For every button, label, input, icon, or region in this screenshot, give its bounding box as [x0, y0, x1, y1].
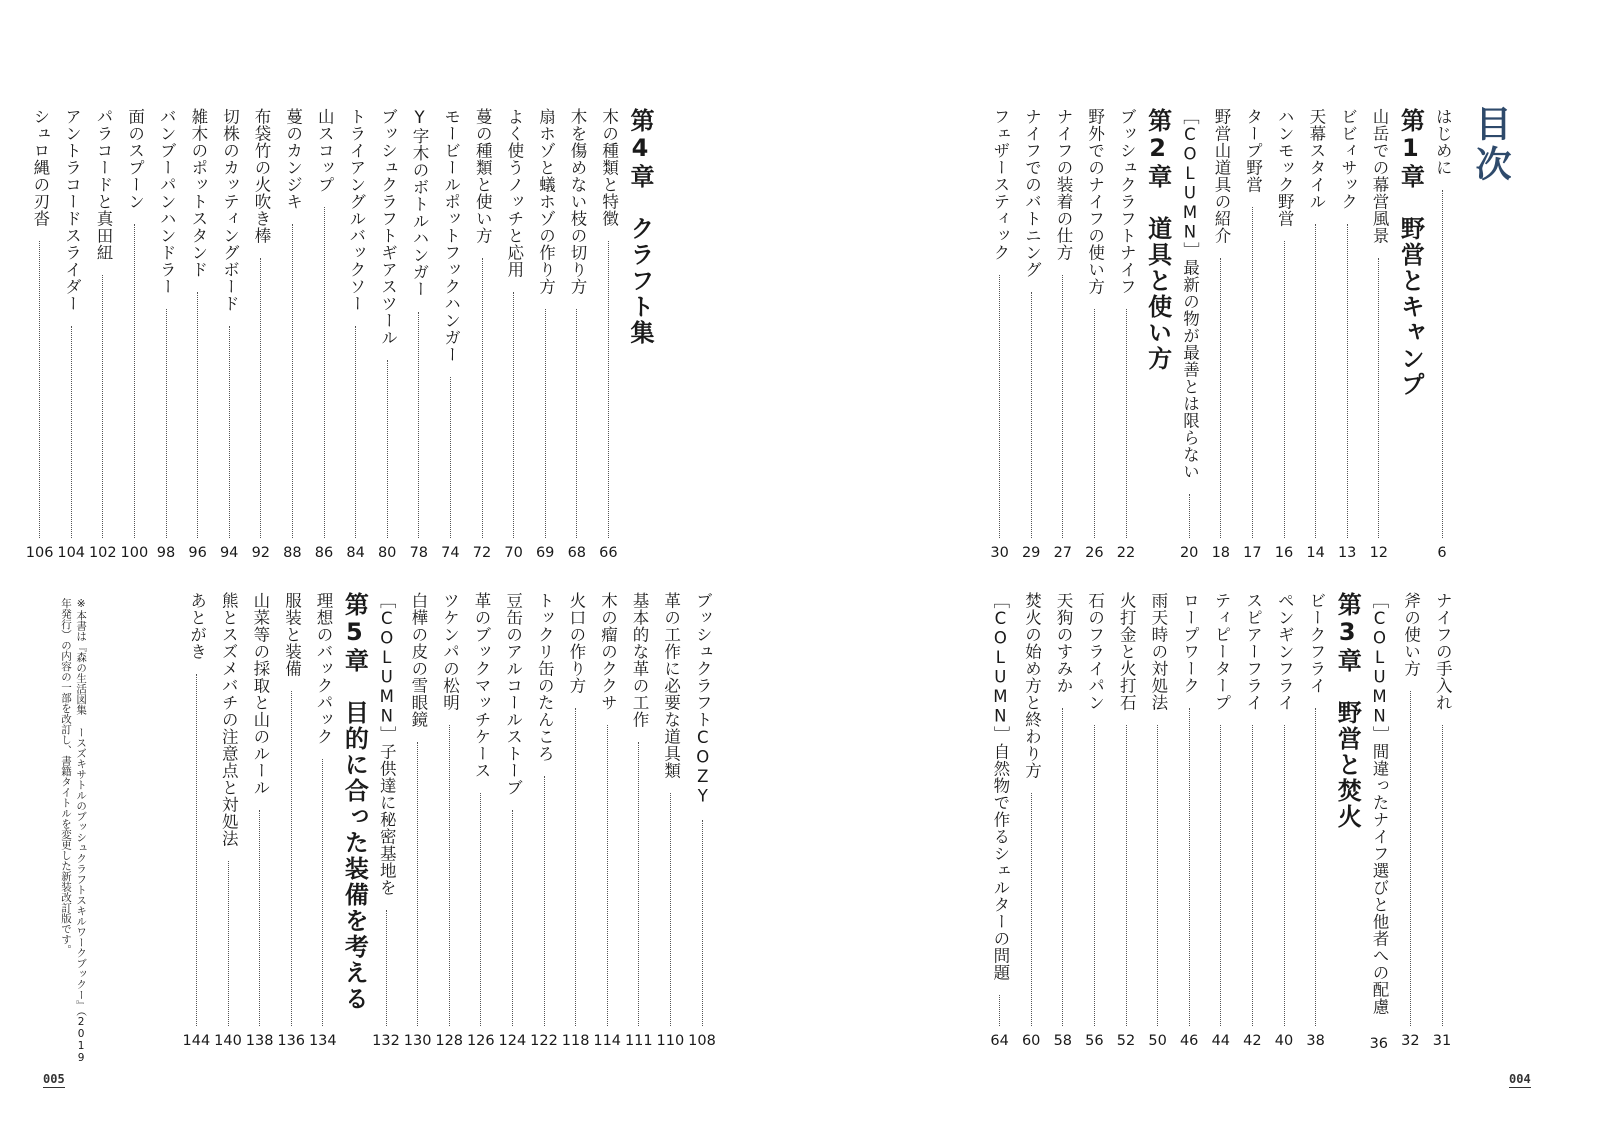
dot-leader — [1126, 309, 1127, 538]
dot-leader — [638, 742, 639, 1026]
toc-entry — [1238, 592, 1266, 1048]
dot-leader — [1094, 309, 1095, 538]
page-number: 106 — [25, 544, 54, 561]
entry-title: 蔓の種類と使い方 — [473, 108, 493, 244]
dot-leader — [513, 292, 514, 538]
entry-title: 熊とスズメバチの注意点と対処法 — [219, 592, 239, 847]
dot-leader — [670, 793, 671, 1026]
entry-title: パラコードと真田紐 — [94, 108, 114, 261]
entry-title: タープ野営 — [1243, 108, 1263, 193]
dot-leader — [544, 776, 545, 1026]
dot-leader — [449, 725, 450, 1026]
toc-entry — [89, 108, 117, 560]
toc-entry — [404, 592, 432, 1048]
toc-entry — [1175, 108, 1203, 560]
entry-title: ツケンパの松明 — [440, 592, 460, 711]
dot-leader — [1189, 708, 1190, 1026]
entry-title: 切株のカッティングボード — [220, 108, 240, 312]
toc-entry — [1270, 592, 1298, 1048]
dot-leader — [1031, 793, 1032, 1026]
toc-entry — [1112, 592, 1140, 1048]
toc-entry — [1017, 108, 1045, 560]
toc-entry — [1080, 108, 1108, 560]
page-number: 26 — [1085, 544, 1104, 561]
page-number: 74 — [441, 544, 460, 561]
dot-leader — [1284, 725, 1285, 1026]
chapter-title: 第5章 目的に合った装備を考える — [340, 592, 369, 1012]
toc-entry — [373, 108, 401, 560]
dot-leader — [608, 241, 609, 538]
entry-title: 火打金と火打石 — [1117, 592, 1137, 711]
page-number: 29 — [1021, 544, 1041, 561]
page-number: 114 — [593, 1032, 622, 1049]
page-number: 60 — [1021, 1032, 1041, 1049]
entry-title: ブッシュクラフトナイフ — [1117, 108, 1137, 295]
toc-entry — [1049, 592, 1077, 1048]
dot-leader — [417, 742, 418, 1026]
footnote — [56, 598, 90, 1064]
entry-title: 雨天時の対処法 — [1148, 592, 1168, 711]
entry-title: 革の工作に必要な道具類 — [661, 592, 681, 779]
dot-leader — [480, 793, 481, 1026]
page-number: 70 — [504, 544, 523, 561]
entry-title: 布袋竹の火吹き棒 — [252, 108, 272, 244]
dot-leader — [291, 691, 292, 1026]
entry-title: 基本的な革の工作 — [630, 592, 650, 728]
entry-title: 木の瘤のククサ — [598, 592, 618, 711]
toc-entry — [688, 592, 716, 1048]
dot-leader — [228, 861, 229, 1026]
entry-title: 石のフライパン — [1085, 592, 1105, 711]
page-number: 64 — [990, 1032, 1009, 1049]
toc-entry — [214, 592, 242, 1048]
dot-leader — [607, 725, 608, 1026]
toc-entry — [1049, 108, 1077, 560]
toc-entry — [500, 108, 528, 560]
entry-title: はじめに — [1433, 108, 1453, 176]
page-number: 13 — [1337, 544, 1357, 561]
toc-entry — [468, 108, 496, 560]
chapter-title: 第2章 道具と使い方 — [1143, 108, 1172, 372]
page-number: 132 — [372, 1032, 400, 1049]
dot-leader — [197, 292, 198, 538]
entry-title: 理想のバックパック — [314, 592, 334, 745]
toc-entry — [310, 108, 338, 560]
entry-title: 天幕スタイル — [1306, 108, 1326, 210]
chapter-heading — [340, 592, 368, 1048]
toc-entry — [26, 108, 54, 560]
dot-leader — [1442, 725, 1443, 1026]
dot-leader — [1062, 275, 1063, 538]
dot-leader — [1284, 241, 1285, 538]
entry-title: トライアングルバックソー — [346, 108, 366, 312]
entry-title: 山岳での幕営風景 — [1370, 108, 1390, 244]
entry-title: あとがき — [187, 592, 207, 660]
dot-leader — [576, 309, 577, 538]
entry-title: 天狗のすみか — [1054, 592, 1074, 694]
entry-title: ブッシュクラフトギアスツール — [378, 108, 398, 346]
chapter-title: 第3章 野営と焚火 — [1333, 592, 1362, 830]
page-number: 12 — [1369, 544, 1389, 561]
page-number: 30 — [990, 544, 1009, 561]
dot-leader — [702, 820, 703, 1026]
toc-entry — [247, 108, 275, 560]
page-number: 31 — [1432, 1032, 1452, 1049]
dot-leader — [1315, 708, 1316, 1026]
page-number: 111 — [624, 1032, 653, 1049]
entry-title: ナイフでのバトニング — [1022, 108, 1042, 278]
dot-leader — [1378, 258, 1379, 538]
dot-leader — [999, 275, 1000, 538]
page-number: 108 — [688, 1032, 716, 1049]
entry-title: ペンギンフライ — [1275, 592, 1295, 711]
dot-leader — [102, 275, 103, 538]
toc-title — [1465, 105, 1515, 185]
entry-title: 扇ホゾと蟻ホゾの作り方 — [536, 108, 556, 295]
page-number: 118 — [561, 1032, 590, 1049]
chapter-title: 第1章 野営とキャンプ — [1396, 108, 1425, 398]
entry-title: ［COLUMN］子供達に秘密基地を — [377, 592, 397, 896]
entry-title: スピアーフライ — [1243, 592, 1263, 711]
page-number: 86 — [314, 544, 334, 561]
entry-title: ティピータープ — [1212, 592, 1232, 711]
toc-entry — [1365, 592, 1393, 1052]
dot-leader — [196, 674, 197, 1026]
entry-title: 火口の作り方 — [566, 592, 586, 694]
entry-title: 野営山道具の紹介 — [1212, 108, 1232, 244]
entry-title: ハンモック野営 — [1275, 108, 1295, 227]
dot-leader — [450, 377, 451, 538]
entry-title: 斧の使い方 — [1401, 592, 1421, 677]
toc-entry — [593, 592, 621, 1048]
toc-entry — [1175, 592, 1203, 1048]
page-number: 144 — [182, 1032, 211, 1049]
dot-leader — [322, 759, 323, 1026]
page-number: 88 — [283, 544, 302, 561]
page-number: 46 — [1179, 1032, 1199, 1049]
toc-entry — [152, 108, 180, 560]
page-number: 140 — [214, 1032, 242, 1049]
dot-leader — [292, 224, 293, 538]
page-number: 20 — [1179, 544, 1199, 561]
dot-leader — [387, 360, 388, 538]
page-number: 66 — [599, 544, 618, 561]
page-number: 22 — [1116, 544, 1136, 561]
page-number: 110 — [656, 1032, 685, 1049]
dot-leader — [39, 241, 40, 538]
toc-entry — [277, 592, 305, 1048]
toc-entry — [1017, 592, 1045, 1048]
page-number: 128 — [435, 1032, 464, 1049]
dot-leader — [259, 810, 260, 1026]
dot-leader — [1442, 190, 1443, 538]
dot-leader — [71, 326, 72, 538]
page-number: 56 — [1085, 1032, 1104, 1049]
toc-entry — [1238, 108, 1266, 560]
entry-title: 雑木のポットスタンド — [188, 108, 208, 278]
dot-leader — [134, 224, 135, 538]
entry-title: よく使うノッチと応用 — [504, 108, 524, 278]
footnote-line-2: 年発行）の内容の一部を改訂し、書籍タイトルを変更した新装改訂版です。 — [60, 598, 72, 955]
toc-entry — [467, 592, 495, 1048]
dot-leader — [482, 258, 483, 538]
page-number: 58 — [1053, 1032, 1073, 1049]
entry-title: ［COLUMN］最新の物が最善とは限らない — [1180, 108, 1200, 480]
entry-title: ロープワーク — [1180, 592, 1200, 694]
toc-entry — [563, 108, 591, 560]
folio-left-text: 005 — [43, 1072, 65, 1086]
page-number: 18 — [1211, 544, 1231, 561]
toc-entry — [1144, 592, 1172, 1048]
dot-leader — [1252, 725, 1253, 1026]
page-number: 52 — [1116, 1032, 1136, 1049]
entry-title: トックリ缶のたんころ — [535, 592, 555, 762]
toc-entry — [182, 592, 210, 1048]
page-number: 72 — [472, 544, 492, 561]
dot-leader — [1062, 708, 1063, 1026]
toc-entry — [656, 592, 684, 1048]
dot-leader — [229, 326, 230, 538]
page-number: 6 — [1437, 544, 1447, 561]
page-number: 104 — [57, 544, 86, 561]
dot-leader — [166, 309, 167, 538]
entry-title: 豆缶のアルコールストーブ — [503, 592, 523, 796]
toc-entry — [1112, 108, 1140, 560]
page-number: 126 — [466, 1032, 495, 1049]
dot-leader — [1220, 258, 1221, 538]
page-number: 122 — [530, 1032, 558, 1049]
page-number: 38 — [1306, 1032, 1325, 1049]
page-number: 44 — [1211, 1032, 1231, 1049]
page-number: 130 — [403, 1032, 432, 1049]
toc-entry — [1207, 592, 1235, 1048]
toc-entry — [1302, 592, 1330, 1048]
entry-title: 蔓のカンジキ — [283, 108, 303, 210]
chapter-heading — [626, 108, 654, 560]
page-number: 42 — [1243, 1032, 1262, 1049]
page-number: 84 — [346, 544, 365, 561]
toc-entry — [435, 592, 463, 1048]
dot-leader — [1252, 207, 1253, 538]
toc-entry — [530, 592, 558, 1048]
entry-title: Y字木のボトルハンガー — [410, 108, 430, 298]
dot-leader — [324, 207, 325, 538]
page-number: 16 — [1274, 544, 1294, 561]
toc-entry — [57, 108, 85, 560]
chapter-heading — [1333, 592, 1361, 1048]
dot-leader — [260, 258, 261, 538]
toc-entry — [1396, 592, 1424, 1048]
page-number: 92 — [251, 544, 271, 561]
entry-title: 革のブックマッチケース — [472, 592, 492, 779]
dot-leader — [418, 312, 419, 538]
toc-entry — [309, 592, 337, 1048]
dot-leader — [1410, 691, 1411, 1026]
entry-title: ［COLUMN］自然物で作るシェルターの問題 — [990, 592, 1010, 981]
entry-title: アントラコードスライダー — [62, 108, 82, 312]
folio-right — [1509, 1072, 1531, 1088]
entry-title: 木の種類と特徴 — [599, 108, 619, 227]
toc-entry — [184, 108, 212, 560]
toc-entry — [246, 592, 274, 1048]
entry-title: 服装と装備 — [282, 592, 302, 677]
page-number: 96 — [188, 544, 207, 561]
entry-title: フェザースティック — [990, 108, 1010, 261]
page-number: 138 — [245, 1032, 274, 1049]
entry-title: ナイフの手入れ — [1433, 592, 1453, 711]
toc-entry — [531, 108, 559, 560]
page-number: 27 — [1053, 544, 1073, 561]
entry-title: 野外でのナイフの使い方 — [1085, 108, 1105, 295]
toc-entry — [436, 108, 464, 560]
dot-leader — [1094, 725, 1095, 1026]
toc-entry — [1080, 592, 1108, 1048]
page-number: 68 — [567, 544, 587, 561]
toc-entry — [120, 108, 148, 560]
page-number: 124 — [498, 1032, 527, 1049]
page-number: 136 — [277, 1032, 306, 1049]
dot-leader — [1220, 725, 1221, 1026]
toc-entry — [1270, 108, 1298, 560]
entry-title: 面のスプーン — [125, 108, 145, 210]
folio-left — [43, 1072, 65, 1088]
dot-leader — [386, 910, 387, 1026]
entry-title: モービールポットフックハンガー — [441, 108, 461, 363]
dot-leader — [1315, 224, 1316, 538]
dot-leader — [512, 810, 513, 1026]
toc-title-text: 目次 — [1470, 105, 1511, 185]
entry-title: ビビィサック — [1338, 108, 1358, 210]
page-number: 98 — [156, 544, 176, 561]
toc-entry — [1428, 108, 1456, 560]
toc-entry — [405, 108, 433, 560]
footnote-line-1: ※本書は『森の生活図集 ースズキサトルのブッシュクラフトスキルワークブックー』（2019 — [75, 598, 88, 1064]
page-number: 40 — [1274, 1032, 1294, 1049]
dot-leader — [1347, 224, 1348, 538]
toc-entry — [986, 592, 1014, 1048]
dot-leader — [1157, 725, 1158, 1026]
toc-entry — [562, 592, 590, 1048]
toc-entry — [372, 592, 400, 1048]
entry-title: ブッシュクラフトCOZY — [693, 592, 713, 806]
page-number: 50 — [1148, 1032, 1167, 1049]
toc-entry — [1428, 592, 1456, 1048]
entry-title: 山菜等の採取と山のルール — [250, 592, 270, 796]
dot-leader — [1126, 725, 1127, 1026]
page-number: 14 — [1306, 544, 1325, 561]
entry-title: 山スコップ — [315, 108, 335, 193]
dot-leader — [1031, 292, 1032, 538]
toc-entry — [1302, 108, 1330, 560]
entry-title: ビークフライ — [1306, 592, 1326, 694]
chapter-heading — [1396, 108, 1424, 560]
chapter-heading — [1144, 108, 1172, 560]
entry-title: 焚火の始め方と終わり方 — [1022, 592, 1042, 779]
dot-leader — [575, 708, 576, 1026]
toc-entry — [986, 108, 1014, 560]
toc-entry — [1365, 108, 1393, 560]
page-number: 94 — [219, 544, 239, 561]
dot-leader — [545, 309, 546, 538]
entry-title: シュロ縄の刃沓 — [30, 108, 50, 227]
entry-title: ［COLUMN］間違ったナイフ選びと他者への配慮 — [1370, 592, 1390, 1015]
page-number: 17 — [1243, 544, 1262, 561]
page-number: 36 — [1369, 1036, 1389, 1052]
toc-entry — [342, 108, 370, 560]
folio-right-text: 004 — [1509, 1072, 1531, 1086]
toc-entry — [1333, 108, 1361, 560]
dot-leader — [999, 995, 1000, 1026]
entry-title: バンブーパンハンドラー — [157, 108, 177, 295]
page-number: 100 — [120, 544, 149, 561]
toc-entry — [215, 108, 243, 560]
page-number: 102 — [88, 544, 117, 561]
toc-entry — [498, 592, 526, 1048]
toc-entry — [625, 592, 653, 1048]
dot-leader — [1189, 494, 1190, 538]
page-number: 80 — [377, 544, 397, 561]
entry-title: 木を傷めない枝の切り方 — [568, 108, 588, 295]
toc-entry — [594, 108, 622, 560]
dot-leader — [355, 326, 356, 538]
toc-entry — [278, 108, 306, 560]
page-number: 69 — [535, 544, 555, 561]
toc-entry — [1207, 108, 1235, 560]
page-number: 134 — [308, 1032, 337, 1049]
page-number: 32 — [1401, 1032, 1420, 1049]
entry-title: ナイフの装着の仕方 — [1054, 108, 1074, 261]
page-number: 78 — [409, 544, 429, 561]
chapter-title: 第4章 クラフト集 — [626, 108, 654, 346]
entry-title: 白樺の皮の雪眼鏡 — [408, 592, 428, 728]
